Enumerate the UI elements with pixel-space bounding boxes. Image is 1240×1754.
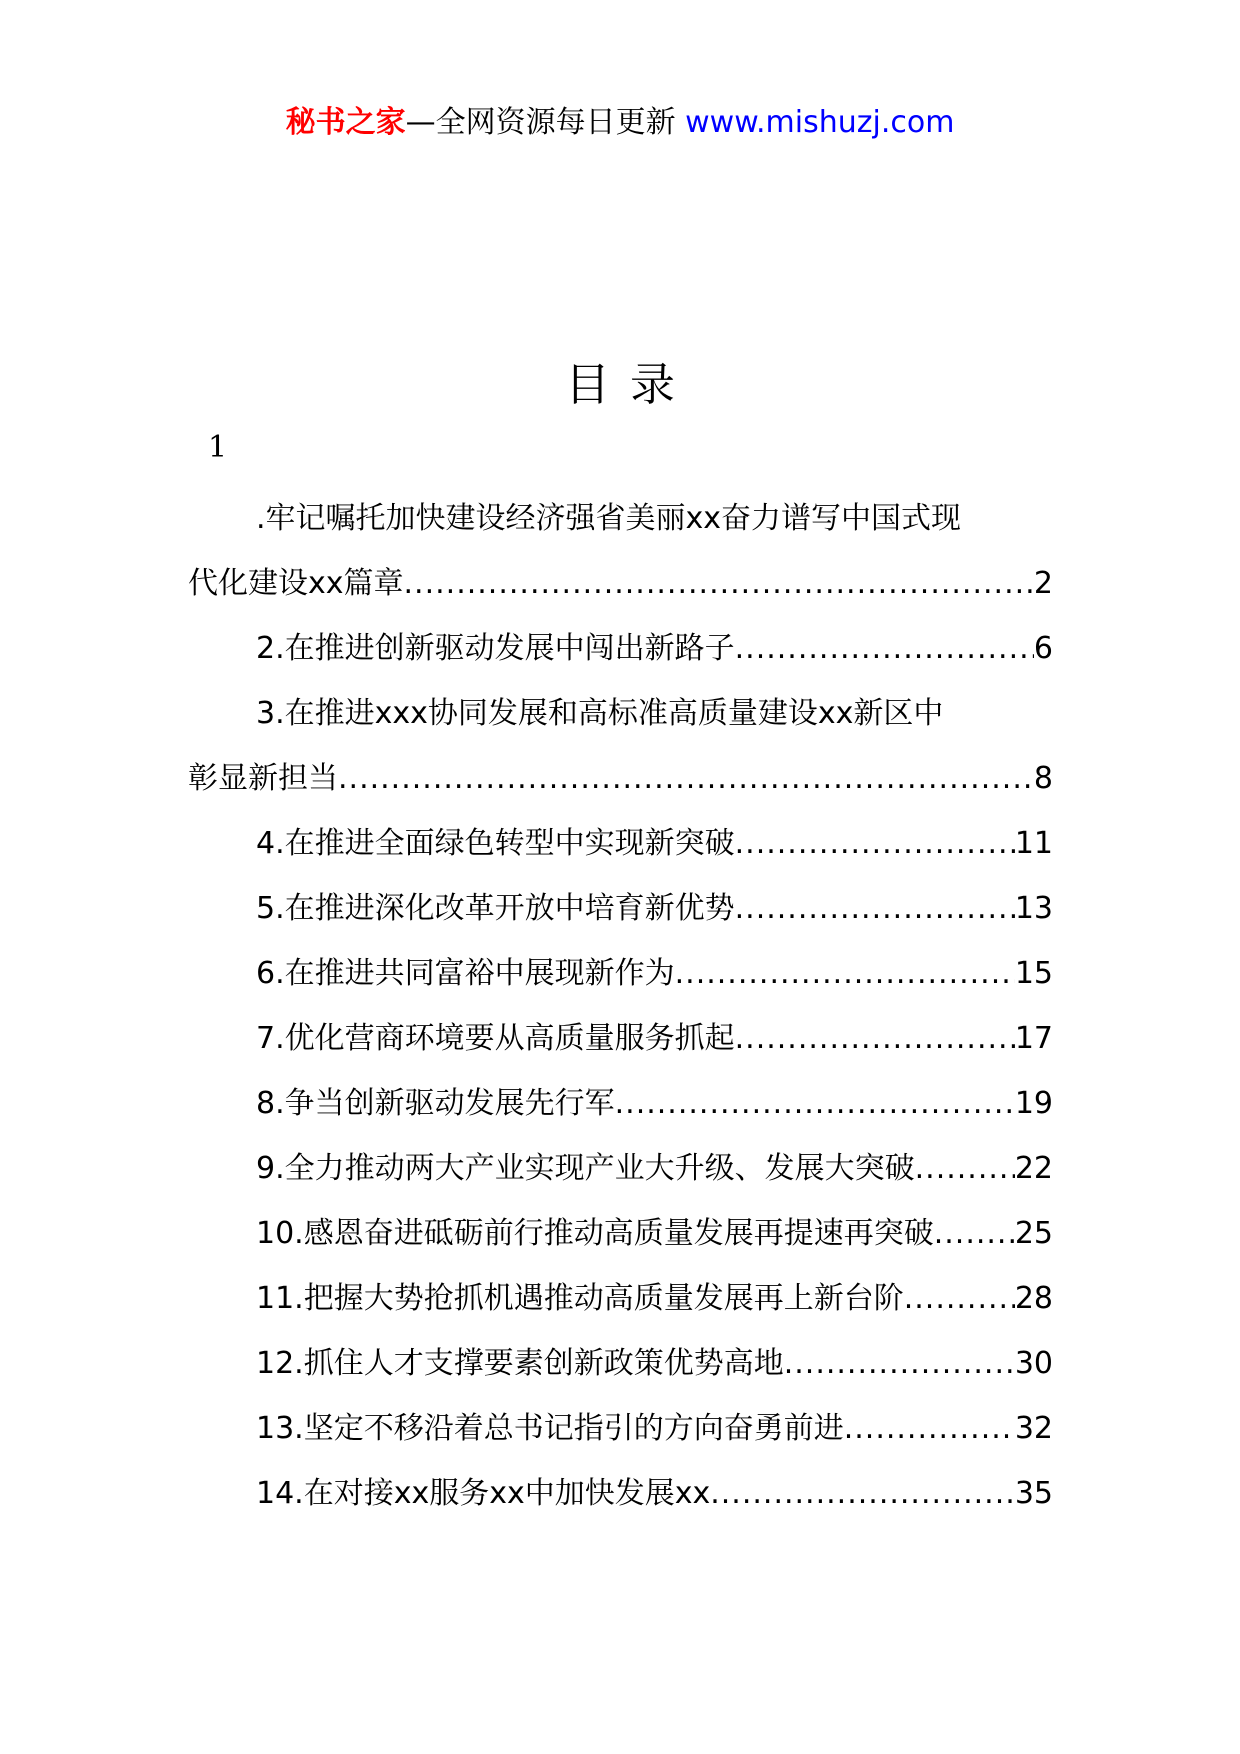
toc-item-1[interactable] xyxy=(188,486,1053,616)
dot-leader xyxy=(735,1006,1015,1071)
toc-item-title: 13.坚定不移沿着总书记指引的方向奋勇前进 xyxy=(256,1411,844,1446)
toc-line xyxy=(188,746,1053,811)
page-title: 目录 xyxy=(564,358,695,411)
toc-item-title-continued: 彰显新担当 xyxy=(188,761,338,796)
toc-item-title: 2.在推进创新驱动发展中闯出新路子 xyxy=(256,631,735,666)
toc-page-number: 6 xyxy=(1033,631,1053,666)
header-tagline: —全网资源每日更新 xyxy=(405,105,686,140)
toc-page-number: 30 xyxy=(1014,1346,1053,1381)
toc-item-8[interactable] xyxy=(188,1071,1053,1136)
dot-leader xyxy=(338,746,1034,811)
toc-line xyxy=(188,941,1053,1006)
toc-page-number: 35 xyxy=(1014,1476,1053,1511)
toc-item-10[interactable] xyxy=(188,1201,1053,1266)
toc-item-5[interactable] xyxy=(188,876,1053,941)
toc-page-number: 15 xyxy=(1014,956,1053,991)
toc-page-number: 28 xyxy=(1014,1281,1053,1316)
dot-leader xyxy=(904,1266,1015,1331)
toc-item-title: 4.在推进全面绿色转型中实现新突破 xyxy=(256,826,735,861)
toc-line xyxy=(188,681,1053,746)
toc-line xyxy=(188,876,1053,941)
toc-item-title-continued: 代化建设xx篇章 xyxy=(188,566,404,601)
dot-leader xyxy=(735,616,1034,681)
toc-item-title: 7.优化营商环境要从高质量服务抓起 xyxy=(256,1021,735,1056)
toc-page-number: 17 xyxy=(1014,1021,1053,1056)
toc-item-4[interactable] xyxy=(188,811,1053,876)
toc-item-title: 11.把握大势抢抓机遇推动高质量发展再上新台阶 xyxy=(256,1281,904,1316)
toc-line xyxy=(188,1006,1053,1071)
toc-line xyxy=(188,1266,1053,1331)
toc-line xyxy=(188,1201,1053,1266)
table-of-contents xyxy=(188,486,1053,1526)
toc-page-number: 8 xyxy=(1033,761,1053,796)
toc-item-title: 9.全力推动两大产业实现产业大升级、发展大突破 xyxy=(256,1151,915,1186)
toc-item-title: 8.争当创新驱动发展先行军 xyxy=(256,1086,615,1121)
dot-leader xyxy=(735,876,1015,941)
dot-leader xyxy=(915,1136,1015,1201)
toc-item-2[interactable] xyxy=(188,616,1053,681)
toc-page-number: 19 xyxy=(1014,1086,1053,1121)
dot-leader xyxy=(615,1071,1015,1136)
toc-line xyxy=(188,486,1053,551)
toc-item-title: 14.在对接xx服务xx中加快发展xx xyxy=(256,1476,711,1511)
dot-leader xyxy=(675,941,1015,1006)
dot-leader xyxy=(710,1461,1015,1526)
site-header xyxy=(0,100,1240,146)
toc-line xyxy=(188,1136,1053,1201)
toc-item-title: 12.抓住人才支撑要素创新政策优势高地 xyxy=(256,1346,784,1381)
toc-item-13[interactable] xyxy=(188,1396,1053,1461)
toc-page-number: 22 xyxy=(1014,1151,1053,1186)
toc-item-title: 10.感恩奋进砥砺前行推动高质量发展再提速再突破 xyxy=(256,1216,934,1251)
toc-line xyxy=(188,1331,1053,1396)
site-url-link[interactable]: www.mishuzj.com xyxy=(685,105,955,140)
toc-page-number: 2 xyxy=(1033,566,1053,601)
page-marker: 1 xyxy=(208,430,228,465)
toc-item-title: 3.在推进xxx协同发展和高标准高质量建设xx新区中 xyxy=(256,696,944,731)
dot-leader xyxy=(735,811,1015,876)
toc-item-11[interactable] xyxy=(188,1266,1053,1331)
toc-page-number: 32 xyxy=(1014,1411,1053,1446)
toc-item-7[interactable] xyxy=(188,1006,1053,1071)
dot-leader xyxy=(404,551,1034,616)
toc-page-number: 25 xyxy=(1014,1216,1053,1251)
toc-item-title: 6.在推进共同富裕中展现新作为 xyxy=(256,956,675,991)
toc-line xyxy=(188,1461,1053,1526)
toc-line xyxy=(188,551,1053,616)
toc-page-number: 13 xyxy=(1014,891,1053,926)
dot-leader xyxy=(784,1331,1015,1396)
toc-line xyxy=(188,616,1053,681)
toc-item-12[interactable] xyxy=(188,1331,1053,1396)
toc-line xyxy=(188,811,1053,876)
brand-name: 秘书之家 xyxy=(285,105,406,140)
toc-line xyxy=(188,1396,1053,1461)
toc-page-number: 11 xyxy=(1014,826,1053,861)
toc-item-6[interactable] xyxy=(188,941,1053,1006)
toc-item-3[interactable] xyxy=(188,681,1053,811)
toc-item-14[interactable] xyxy=(188,1461,1053,1526)
toc-item-9[interactable] xyxy=(188,1136,1053,1201)
dot-leader xyxy=(934,1201,1015,1266)
dot-leader xyxy=(844,1396,1015,1461)
toc-item-title: 5.在推进深化改革开放中培育新优势 xyxy=(256,891,735,926)
toc-line xyxy=(188,1071,1053,1136)
toc-item-title: .牢记嘱托加快建设经济强省美丽xx奋力谱写中国式现 xyxy=(256,501,962,536)
